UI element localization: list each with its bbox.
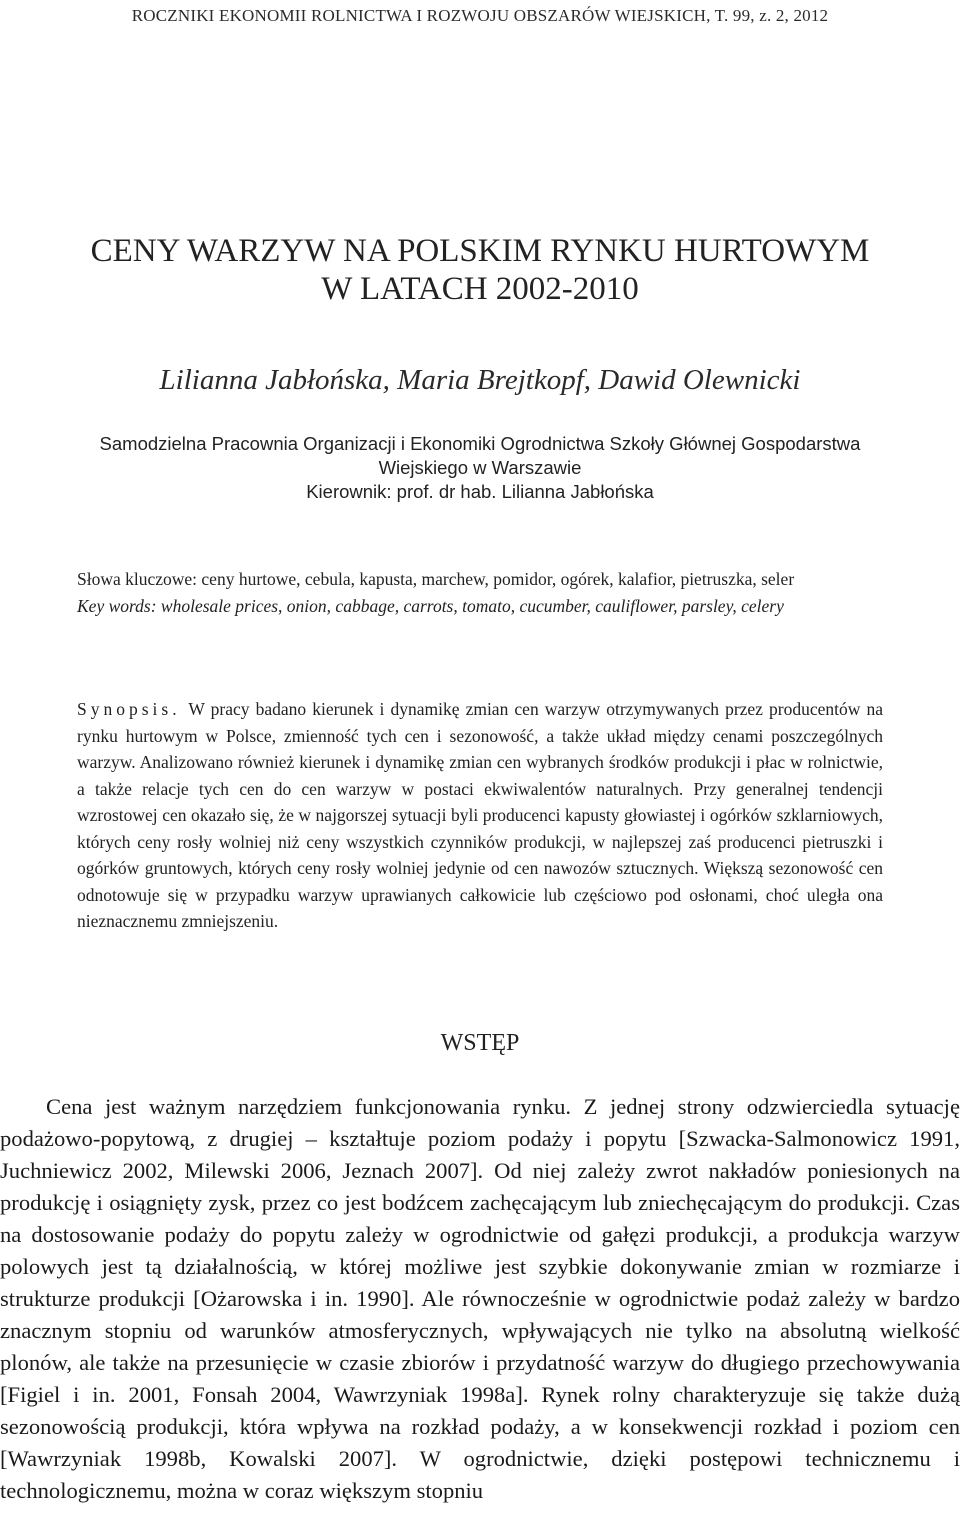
- synopsis-text: W pracy badano kierunek i dynamikę zmian cen warzyw otrzymywanych przez producentów na rynku hurtowym w Polsce, zmienność tych cen i sezonowość, a także układ między cenami poszczególnych warzyw. Analizowano również kierunek i dynamikę zmian cen wybranych środków produkcji i płac w rolnictwie, a także relacje tych cen do cen warzyw w postaci ekwiwalentów naturalnych. Przy generalnej tendencji wzrostowej cen okazało się, że w najgorszej sytuacji byli producenci kapusty głowiastej i ogórków szklarniowych, których ceny rosły wolniej niż ceny wszystkich czynników produkcji, w najlepszej zaś producenci pietruszki i ogórków gruntowych, których ceny rosły wolniej jedynie od cen nawozów sztucznych. Większą sezonowość cen odnotowuje się w przypadku warzyw uprawianych całkowicie lub częściowo pod osłonami, choć uległa ona nieznacznemu zmniejszeniu.: [77, 699, 883, 931]
- affiliation-line-2: Wiejskiego w Warszawie: [378, 457, 582, 478]
- affiliation-line-3: Kierownik: prof. dr hab. Lilianna Jabłońska: [306, 481, 654, 502]
- keywords-english: Key words: wholesale prices, onion, cabbage, carrots, tomato, cucumber, cauliflower, parsley, celery: [77, 596, 784, 616]
- body-paragraph: Cena jest ważnym narzędziem funkcjonowania rynku. Z jednej strony odzwierciedla sytuację podażowo-popytową, z drugiej – kształtuje poziom podaży i popytu [Szwacka-Salmonowicz 1991, Juchniewicz 2002, Milewski 2006, Jeznach 2007]. Od niej zależy zwrot nakładów poniesionych na produkcję i osiągnięty zysk, przez co jest bodźcem zachęcającym lub zniechęcającym do produkcji. Czas na dostosowanie podaży do popytu zależy w ogrodnictwie od gałęzi produkcji, a produkcja warzyw polowych jest tą działalnością, w której możliwe jest szybkie dokonywanie zmian w rozmiarze i strukturze produkcji [Ożarowska i in. 1990]. Ale równocześnie w ogrodnictwie podaż zależy w bardzo znacznym stopniu od warunków atmosferycznych, wpływających nie tylko na absolutną wielkość plonów, ale także na przesunięcie w czasie zbiorów i przydatność warzyw do długiego przechowywania [Figiel i in. 2001, Fonsah 2004, Wawrzyniak 1998a]. Rynek rolny charakteryzuje się także dużą sezonowością produkcji, która wpływa na rozkład podaży, a w konsekwencji rozkład i poziom cen [Wawrzyniak 1998b, Kowalski 2007]. W ogrodnictwie, dzięki postępowi technicznemu i technologicznemu, można w coraz większym stopniu: [0, 1094, 960, 1503]
- keywords-block: [77, 566, 883, 620]
- article-title-line-2: W LATACH 2002-2010: [321, 271, 639, 307]
- synopsis-label: Synopsis.: [77, 699, 181, 719]
- author-list: Lilianna Jabłońska, Maria Brejtkopf, Dawid Olewnicki: [159, 364, 801, 396]
- section-heading: WSTĘP: [440, 1030, 520, 1056]
- synopsis: [77, 696, 883, 935]
- article-title-line-1: CENY WARZYW NA POLSKIM RYNKU HURTOWYM: [90, 233, 870, 269]
- affiliation-line-1: Samodzielna Pracownia Organizacji i Ekonomiki Ogrodnictwa Szkoły Głównej Gospodarstwa: [99, 433, 861, 454]
- running-head: ROCZNIKI EKONOMII ROLNICTWA I ROZWOJU OBSZARÓW WIEJSKICH, T. 99, z. 2, 2012: [131, 6, 829, 25]
- article-title: [0, 232, 960, 308]
- affiliation: [0, 432, 960, 504]
- keywords-polish: Słowa kluczowe: ceny hurtowe, cebula, kapusta, marchew, pomidor, ogórek, kalafior, pietruszka, seler: [77, 569, 795, 589]
